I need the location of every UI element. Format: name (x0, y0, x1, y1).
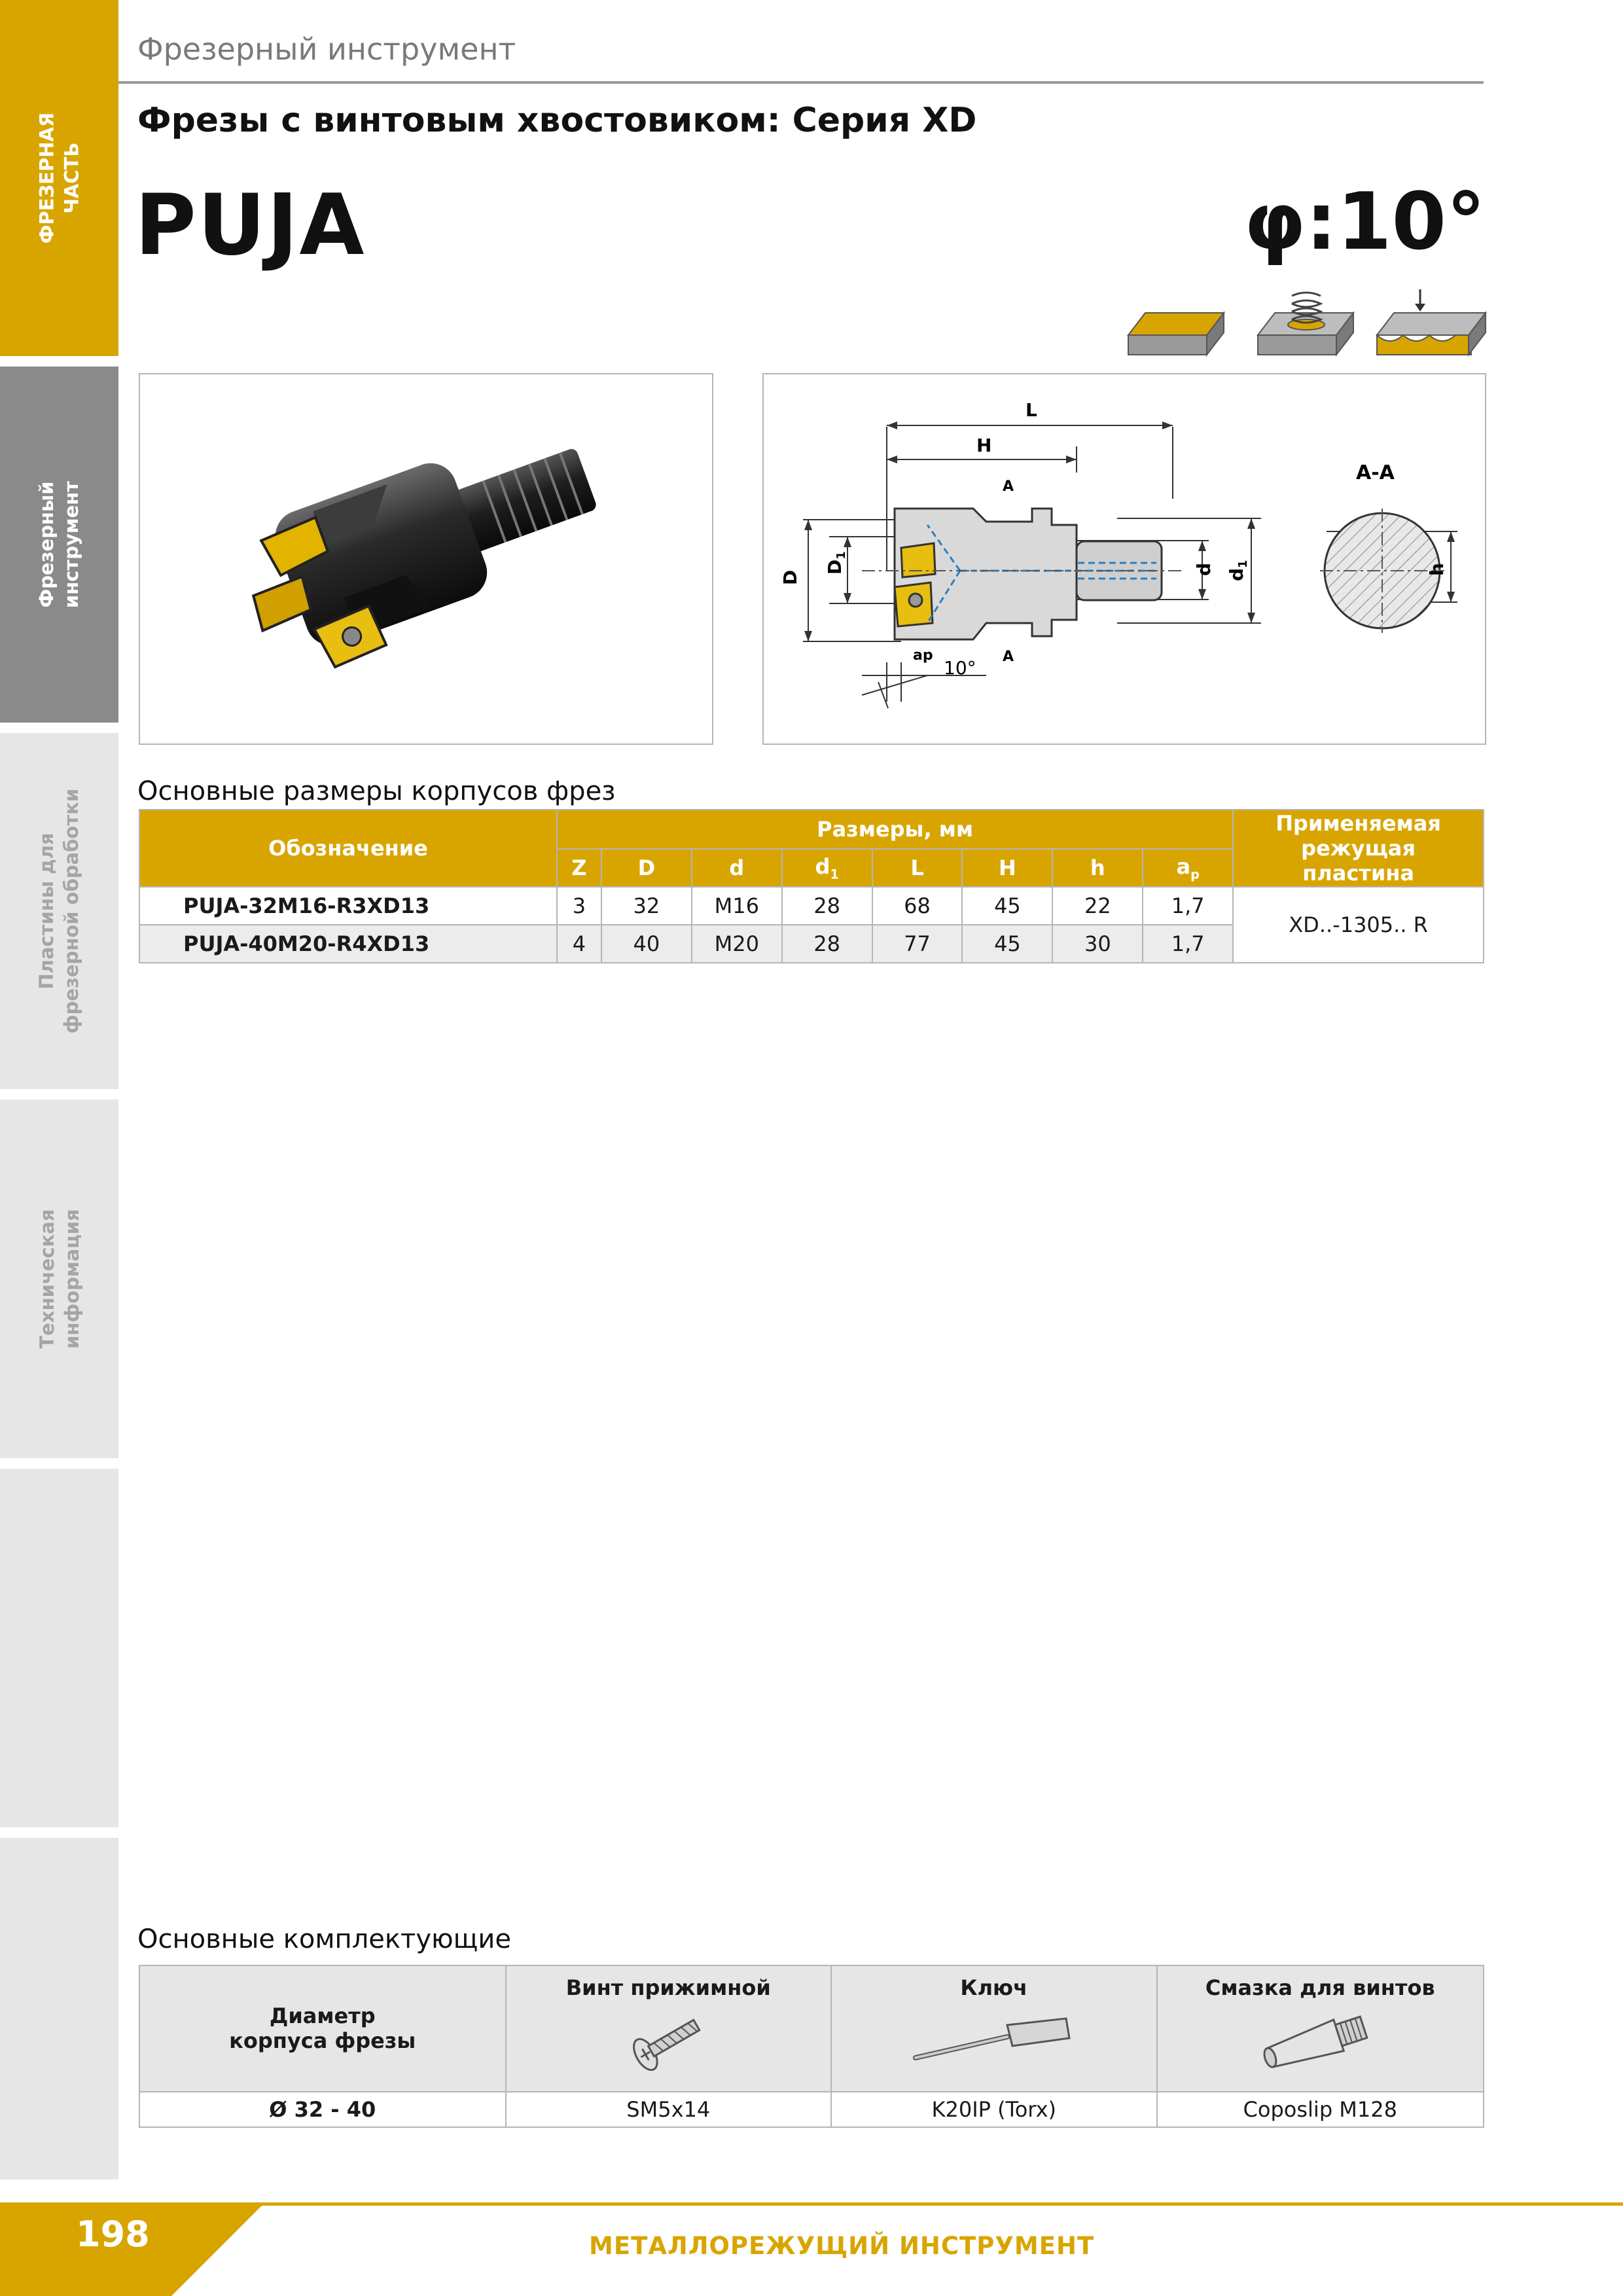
table-cell: 3 (557, 887, 601, 925)
col-Z: Z (557, 849, 601, 887)
copy-milling-icon (1377, 289, 1486, 355)
product-name: PUJA (135, 177, 366, 274)
col-d: d (692, 849, 782, 887)
lubricant-value: Coposlip M128 (1157, 2092, 1484, 2127)
section-title: Фрезерный инструмент (137, 31, 516, 67)
col-insert: Применяемая режущая пластина (1233, 810, 1484, 887)
insert-cell: XD..-1305.. R (1233, 887, 1484, 963)
sidebar-tab-label: инструмент (60, 480, 83, 609)
col-L: L (872, 849, 963, 887)
dim-d1-label: $d_1$ (1226, 560, 1250, 581)
table-cell: 1,7 (1143, 887, 1233, 925)
col-ap: $a_p$ (1143, 849, 1233, 887)
table-cell: 45 (962, 887, 1052, 925)
table-row (139, 887, 1484, 925)
sidebar-tab-label: информация (60, 1209, 83, 1349)
table-cell: 40 (601, 925, 692, 963)
angle-label: 10° (944, 657, 976, 679)
dim-H-label: H (976, 435, 992, 456)
series-title: Фрезы с винтовым хвостовиком: Серия XD (137, 101, 977, 140)
footer-brand: МЕТАЛЛОРЕЖУЩИЙ ИНСТРУМЕНТ (589, 2232, 1095, 2260)
table-cell: 1,7 (1143, 925, 1233, 963)
col-d1: $d_1$ (782, 849, 872, 887)
dim-h-label: h (1426, 563, 1448, 576)
designation-cell: PUJA-32M16-R3XD13 (139, 887, 557, 925)
designation-cell: PUJA-40M20-R4XD13 (139, 925, 557, 963)
operation-icons (1126, 289, 1502, 374)
col-key: Ключ (831, 1965, 1157, 2092)
table-cell: 32 (601, 887, 692, 925)
sidebar-tab-empty (0, 1469, 118, 1827)
sidebar-tab-technical-info[interactable] (0, 1100, 118, 1458)
table-cell: 77 (872, 925, 963, 963)
sidebar-tab-label: фрезерной обработки (60, 788, 83, 1034)
lubricant-tube-icon (1255, 2012, 1385, 2071)
accessories-table (139, 1965, 1484, 2128)
sidebar-tab-label: Техническая (35, 1209, 58, 1349)
face-milling-icon (1128, 313, 1224, 355)
table-cell: 28 (782, 887, 872, 925)
section-title: A-A (1356, 461, 1395, 484)
sidebar-tab-label: Пластины для (35, 833, 58, 990)
col-body-diameter: Диаметр корпуса фрезы (139, 1965, 506, 2092)
table-cell: 28 (782, 925, 872, 963)
dim-d-label: d (1193, 562, 1215, 576)
dims-table-caption: Основные размеры корпусов фрез (137, 776, 616, 806)
lead-angle: φ:10° (1244, 177, 1486, 268)
col-lubricant: Смазка для винтов (1157, 1965, 1484, 2092)
dims-table (139, 809, 1484, 963)
screw-icon (616, 2012, 721, 2071)
body-diameter-value: Ø 32 - 40 (139, 2092, 506, 2127)
torx-key-icon (909, 2012, 1079, 2071)
section-mark-bottom: A (1003, 649, 1014, 665)
table-cell: M20 (692, 925, 782, 963)
col-H: H (962, 849, 1052, 887)
sidebar-tab-label: ЧАСТЬ (60, 142, 83, 214)
page-number: 198 (76, 2214, 150, 2255)
key-value: K20IP (Torx) (831, 2092, 1157, 2127)
header-divider (118, 81, 1484, 84)
sidebar-tab-label: ФРЕЗЕРНАЯ (35, 112, 58, 244)
col-group-dimensions: Размеры, мм (557, 810, 1233, 849)
technical-drawing (764, 374, 1485, 744)
col-D: D (601, 849, 692, 887)
sidebar (0, 0, 118, 2179)
sidebar-tab-empty (0, 1838, 118, 2179)
sidebar-tab-milling-part[interactable] (0, 0, 118, 356)
col-h: h (1052, 849, 1143, 887)
col-clamp-screw: Винт прижимной (506, 1965, 831, 2092)
dim-D-label: D (779, 569, 801, 585)
table-cell: 4 (557, 925, 601, 963)
sidebar-tab-milling-tools[interactable] (0, 367, 118, 723)
clamp-screw-value: SM5x14 (506, 2092, 831, 2127)
sidebar-tab-label: Фрезерный (35, 481, 58, 608)
milling-cutter-image (140, 374, 712, 744)
sidebar-tab-milling-inserts[interactable] (0, 733, 118, 1089)
tool-photo-frame (139, 373, 713, 745)
table-cell: 45 (962, 925, 1052, 963)
section-mark-top: A (1003, 478, 1014, 495)
table-cell: 30 (1052, 925, 1143, 963)
col-designation: Обозначение (139, 810, 557, 887)
technical-drawing-frame (762, 373, 1486, 745)
table-cell: M16 (692, 887, 782, 925)
plunge-milling-icon (1258, 293, 1353, 355)
dim-ap-label: ap (913, 647, 933, 664)
table-cell: 68 (872, 887, 963, 925)
table-cell: 22 (1052, 887, 1143, 925)
acc-table-caption: Основные комплектующие (137, 1924, 511, 1954)
dim-L-label: L (1026, 399, 1037, 421)
dim-D1-label: $D_1$ (824, 551, 848, 575)
